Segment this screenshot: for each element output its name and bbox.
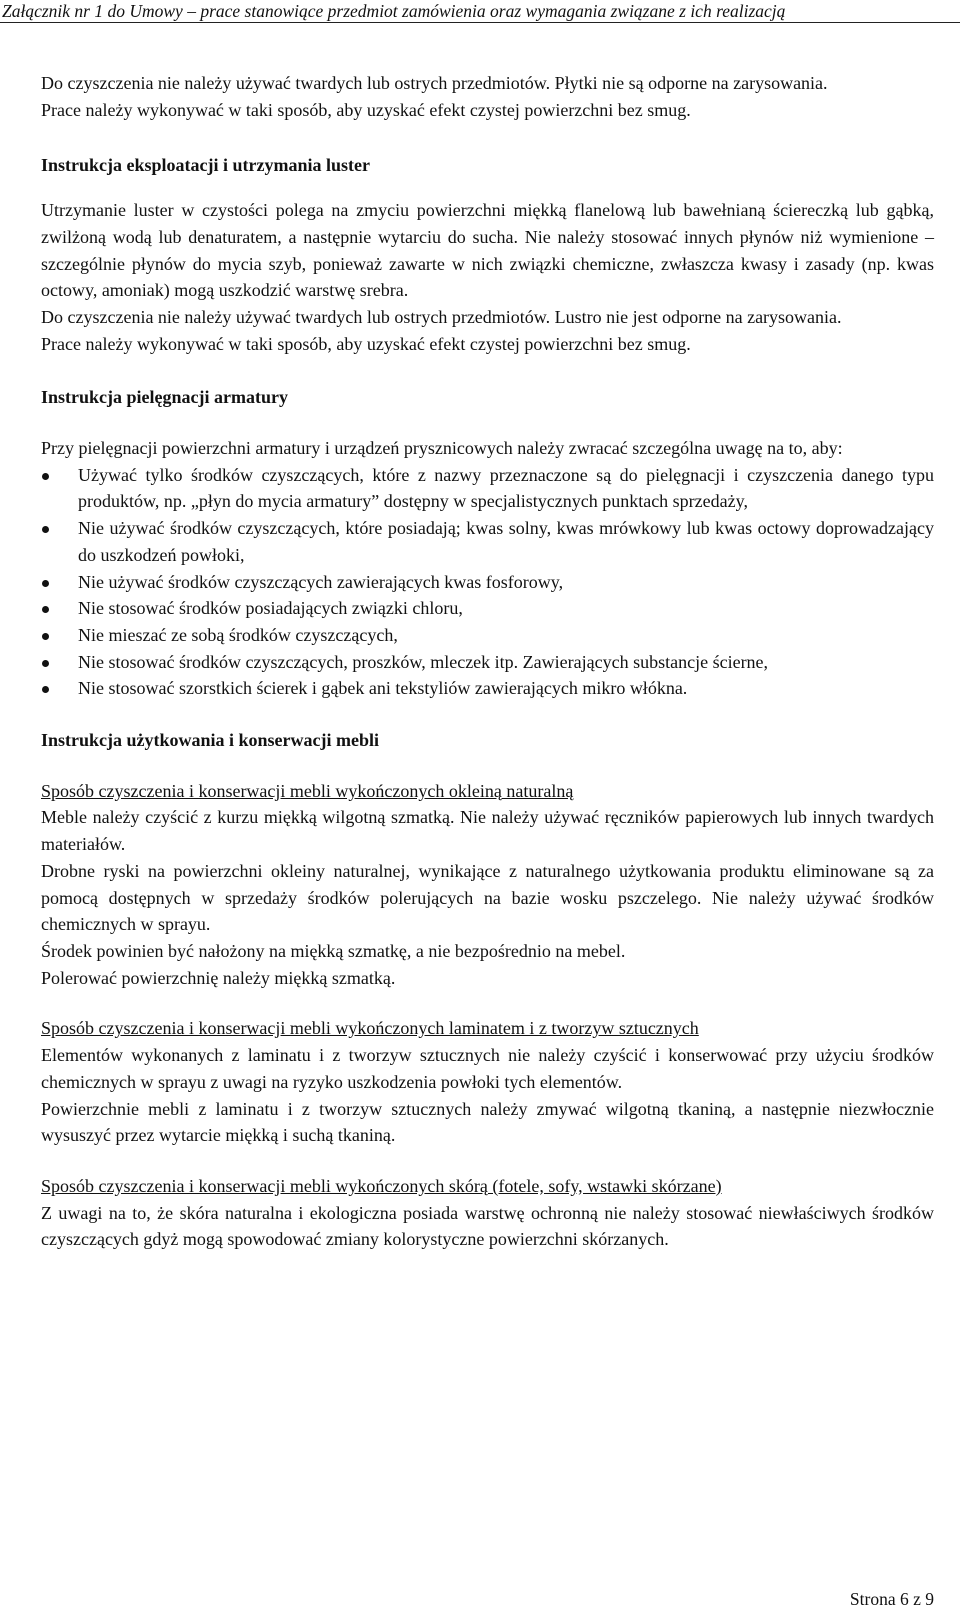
skora-paragraph: Z uwagi na to, że skóra naturalna i ekologiczna posiada warstwę ochronną nie należy stosować niewłaściwych środków czyszczących gdyż mogą spowodować zmiany kolorystyczne powierzchni skórzanych. [41, 1202, 934, 1250]
armatura-intro: Przy pielęgnacji powierzchni armatury i urządzeń prysznicowych należy zwracać szczególna uwagę na to, aby: [41, 438, 843, 459]
list-item [41, 649, 934, 676]
subheading-skora: Sposób czyszczenia i konserwacji mebli wykończonych skórą (fotele, sofy, wstawki skórzane) [41, 1175, 722, 1196]
list-item [41, 515, 934, 568]
laminat-paragraph: Elementów wykonanych z laminatu i z tworzyw sztucznych nie należy czyścić i konserwować przy użyciu środków chemicznych w sprayu z uwagi na ryzyko uszkodzenia powłoki tych elementów. [41, 1045, 934, 1092]
list-item [41, 595, 934, 622]
okleina-paragraph: Środek powinien być nałożony na miękką szmatkę, a nie bezpośrednio na mebel. [41, 940, 626, 961]
luster-paragraph: Prace należy wykonywać w taki sposób, aby uzyskać efekt czystej powierzchni bez smug. [41, 333, 691, 354]
bullet-icon [42, 686, 49, 693]
intro-paragraph: Do czyszczenia nie należy używać twardych lub ostrych przedmiotów. Płytki nie są odporne na zarysowania. [41, 73, 828, 93]
bullet-icon [42, 606, 49, 613]
list-item-text: Nie stosować szorstkich ścierek i gąbek ani tekstyliów zawierających mikro włókna. [78, 678, 688, 699]
list-item-text: Nie stosować środków czyszczących, proszków, mleczek itp. Zawierających substancje ścierne, [78, 651, 769, 672]
bullet-icon [42, 633, 49, 640]
section-heading-luster: Instrukcja eksploatacji i utrzymania luster [41, 155, 370, 176]
okleina-paragraph: Drobne ryski na powierzchni okleiny naturalnej, wynikające z naturalnego użytkowania produktu eliminowane są za pomocą dostępnych w sprzedaży środków polerujących na bazie wosku pszczelego. Nie należy używać środków chemicznych w sprayu. [41, 860, 934, 935]
list-item-text: Nie stosować środków posiadających związki chloru, [78, 598, 463, 619]
document-body [41, 70, 934, 1253]
subheading-okleina: Sposób czyszczenia i konserwacji mebli wykończonych okleiną naturalną [41, 780, 574, 801]
intro-paragraph: Prace należy wykonywać w taki sposób, aby uzyskać efekt czystej powierzchni bez smug. [41, 99, 691, 120]
bullet-icon [42, 526, 49, 533]
list-item [41, 462, 934, 515]
list-item [41, 675, 934, 702]
laminat-paragraph: Powierzchnie mebli z laminatu i z tworzyw sztucznych należy zmywać wilgotną tkaniną, a następnie niezwłocznie wysuszyć przez wytarcie miękką i suchą tkaniną. [41, 1098, 934, 1146]
subheading-laminat: Sposób czyszczenia i konserwacji mebli wykończonych laminatem i z tworzyw sztucznych [41, 1018, 699, 1039]
section-heading-armatura: Instrukcja pielęgnacji armatury [41, 387, 288, 408]
luster-paragraph: Utrzymanie luster w czystości polega na zmyciu powierzchni miękką flanelową lub bawełnianą ściereczką lub gąbką, zwilżoną wodą lub denaturatem, a następnie wytarciu do sucha. Nie należy stosować innych płynów niż wymienione – szczególnie płynów do mycia szyb, ponieważ zawarte w nich związki chemiczne, zwłaszcza kwasy i zasady (np. kwas octowy, amoniak) mogą uszkodzić warstwę srebra. [41, 200, 934, 301]
bullet-icon [42, 660, 49, 667]
section-heading-meble: Instrukcja użytkowania i konserwacji mebli [41, 730, 380, 751]
document-header: Załącznik nr 1 do Umowy – prace stanowiące przedmiot zamówienia oraz wymagania związane z ich realizacją [0, 0, 960, 23]
bullet-icon [42, 473, 49, 480]
list-item-text: Nie używać środków czyszczących zawierających kwas fosforowy, [78, 571, 564, 592]
list-item-text: Używać tylko środków czyszczących, które z nazwy przeznaczone są do pielęgnacji i czyszczenia danego typu produktów, np. „płyn do mycia armatury” dostępny w specjalistycznych punktach sprzedaży, [78, 464, 934, 512]
list-item [41, 569, 934, 596]
page-number: Strona 6 z 9 [849, 1589, 934, 1609]
bullet-icon [42, 580, 49, 587]
list-item-text: Nie mieszać ze sobą środków czyszczących, [78, 624, 398, 645]
list-item [41, 622, 934, 649]
list-item-text: Nie używać środków czyszczących, które posiadają; kwas solny, kwas mrówkowy lub kwas octowy doprowadzający do uszkodzeń powłoki, [78, 518, 934, 565]
luster-paragraph: Do czyszczenia nie należy używać twardych lub ostrych przedmiotów. Lustro nie jest odporne na zarysowania. [41, 306, 842, 327]
okleina-paragraph: Meble należy czyścić z kurzu miękką wilgotną szmatką. Nie należy używać ręczników papierowych lub innych twardych materiałów. [41, 807, 934, 855]
okleina-paragraph: Polerować powierzchnię należy miękką szmatką. [41, 967, 396, 988]
armatura-list [41, 462, 934, 702]
